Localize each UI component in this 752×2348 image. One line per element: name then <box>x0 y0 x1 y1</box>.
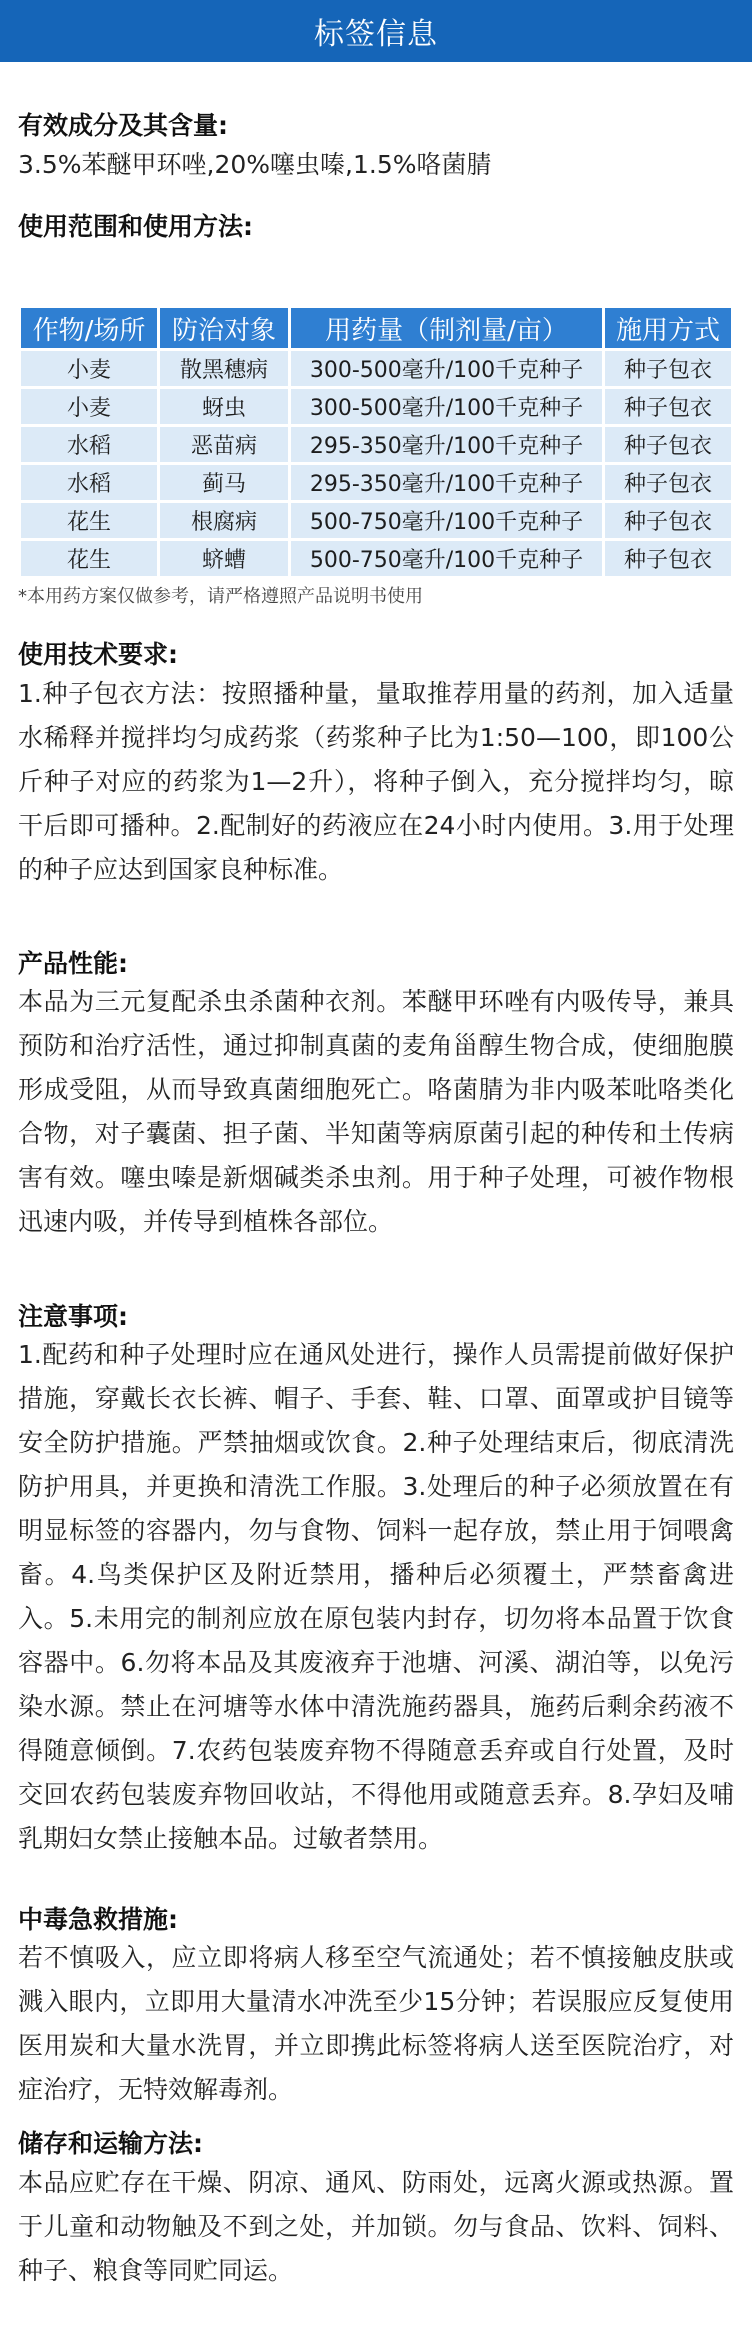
cell-target: 蚜虫 <box>160 389 288 424</box>
col-header-method: 施用方式 <box>605 308 731 348</box>
table-row <box>21 541 731 576</box>
performance-heading: 产品性能: <box>18 949 128 978</box>
ingredients-heading: 有效成分及其含量: <box>18 111 228 140</box>
cautions-heading: 注意事项: <box>18 1302 128 1331</box>
cell-crop: 水稻 <box>21 465 157 500</box>
cell-dosage: 295-350毫升/100千克种子 <box>291 427 602 462</box>
first-aid-heading: 中毒急救措施: <box>18 1905 178 1934</box>
usage-note: *本用药方案仅做参考，请严格遵照产品说明书使用 <box>18 586 423 607</box>
table-row <box>21 465 731 500</box>
technique-text: 1.种子包衣方法：按照播种量，量取推荐用量的药剂，加入适量水稀释并搅拌均匀成药浆（药浆种子比为1:50—100，即100公斤种子对应的药浆为1—2升），将种子倒入，充分搅拌均匀，晾干后即可播种。2.配制好的药液应在24小时内使用。3.用于处理的种子应达到国家良种标准。 <box>18 679 734 884</box>
page-title-bar <box>0 0 752 62</box>
cell-method: 种子包衣 <box>605 503 731 538</box>
col-header-crop: 作物/场所 <box>21 308 157 348</box>
table-row <box>21 389 731 424</box>
table-row <box>21 427 731 462</box>
ingredients-text: 3.5%苯醚甲环唑,20%噻虫嗪,1.5%咯菌腈 <box>18 150 492 179</box>
cell-target: 恶苗病 <box>160 427 288 462</box>
col-header-dosage: 用药量（制剂量/亩） <box>291 308 602 348</box>
cell-dosage: 500-750毫升/100千克种子 <box>291 541 602 576</box>
storage-heading: 储存和运输方法: <box>18 2129 203 2158</box>
cell-dosage: 295-350毫升/100千克种子 <box>291 465 602 500</box>
dosage-table-header-row <box>21 308 731 348</box>
cell-dosage: 500-750毫升/100千克种子 <box>291 503 602 538</box>
cell-method: 种子包衣 <box>605 541 731 576</box>
cell-crop: 小麦 <box>21 389 157 424</box>
storage-text: 本品应贮存在干燥、阴凉、通风、防雨处，远离火源或热源。置于儿童和动物触及不到之处，并加锁。勿与食品、饮料、饲料、种子、粮食等同贮同运。 <box>18 2168 734 2285</box>
col-header-target: 防治对象 <box>160 308 288 348</box>
cell-target: 蛴螬 <box>160 541 288 576</box>
table-row <box>21 503 731 538</box>
cautions-text: 1.配药和种子处理时应在通风处进行，操作人员需提前做好保护措施，穿戴长衣长裤、帽子、手套、鞋、口罩、面罩或护目镜等安全防护措施。严禁抽烟或饮食。2.种子处理结束后，彻底清洗防护用具，并更换和清洗工作服。3.处理后的种子必须放置在有明显标签的容器内，勿与食物、饲料一起存放，禁止用于饲喂禽畜。4.鸟类保护区及附近禁用，播种后必须覆土，严禁畜禽进入。5.未用完的制剂应放在原包装内封存，切勿将本品置于饮食容器中。6.勿将本品及其废液弃于池塘、河溪、湖泊等，以免污染水源。禁止在河塘等水体中清洗施药器具，施药后剩余药液不得随意倾倒。7.农药包装废弃物不得随意丢弃或自行处置，及时交回农药包装废弃物回收站，不得他用或随意丢弃。8.孕妇及哺乳期妇女禁止接触本品。过敏者禁用。 <box>18 1340 734 1853</box>
usage-heading: 使用范围和使用方法: <box>18 212 253 241</box>
technique-heading: 使用技术要求: <box>18 640 178 669</box>
cell-target: 散黑穗病 <box>160 351 288 386</box>
cell-target: 根腐病 <box>160 503 288 538</box>
cell-dosage: 300-500毫升/100千克种子 <box>291 389 602 424</box>
cell-crop: 水稻 <box>21 427 157 462</box>
cell-method: 种子包衣 <box>605 351 731 386</box>
page-title: 标签信息 <box>314 17 438 52</box>
cell-target: 蓟马 <box>160 465 288 500</box>
cell-method: 种子包衣 <box>605 389 731 424</box>
performance-text: 本品为三元复配杀虫杀菌种衣剂。苯醚甲环唑有内吸传导，兼具预防和治疗活性，通过抑制真菌的麦角甾醇生物合成，使细胞膜形成受阻，从而导致真菌细胞死亡。咯菌腈为非内吸苯吡咯类化合物，对子囊菌、担子菌、半知菌等病原菌引起的种传和土传病害有效。噻虫嗪是新烟碱类杀虫剂。用于种子处理，可被作物根迅速内吸，并传导到植株各部位。 <box>18 987 734 1236</box>
dosage-table <box>18 305 734 579</box>
cell-method: 种子包衣 <box>605 427 731 462</box>
cell-crop: 花生 <box>21 503 157 538</box>
table-row <box>21 351 731 386</box>
cell-method: 种子包衣 <box>605 465 731 500</box>
cell-dosage: 300-500毫升/100千克种子 <box>291 351 602 386</box>
cell-crop: 花生 <box>21 541 157 576</box>
first-aid-text: 若不慎吸入，应立即将病人移至空气流通处；若不慎接触皮肤或溅入眼内，立即用大量清水冲洗至少15分钟；若误服应反复使用医用炭和大量水洗胃，并立即携此标签将病人送至医院治疗，对症治疗，无特效解毒剂。 <box>18 1943 734 2104</box>
cell-crop: 小麦 <box>21 351 157 386</box>
